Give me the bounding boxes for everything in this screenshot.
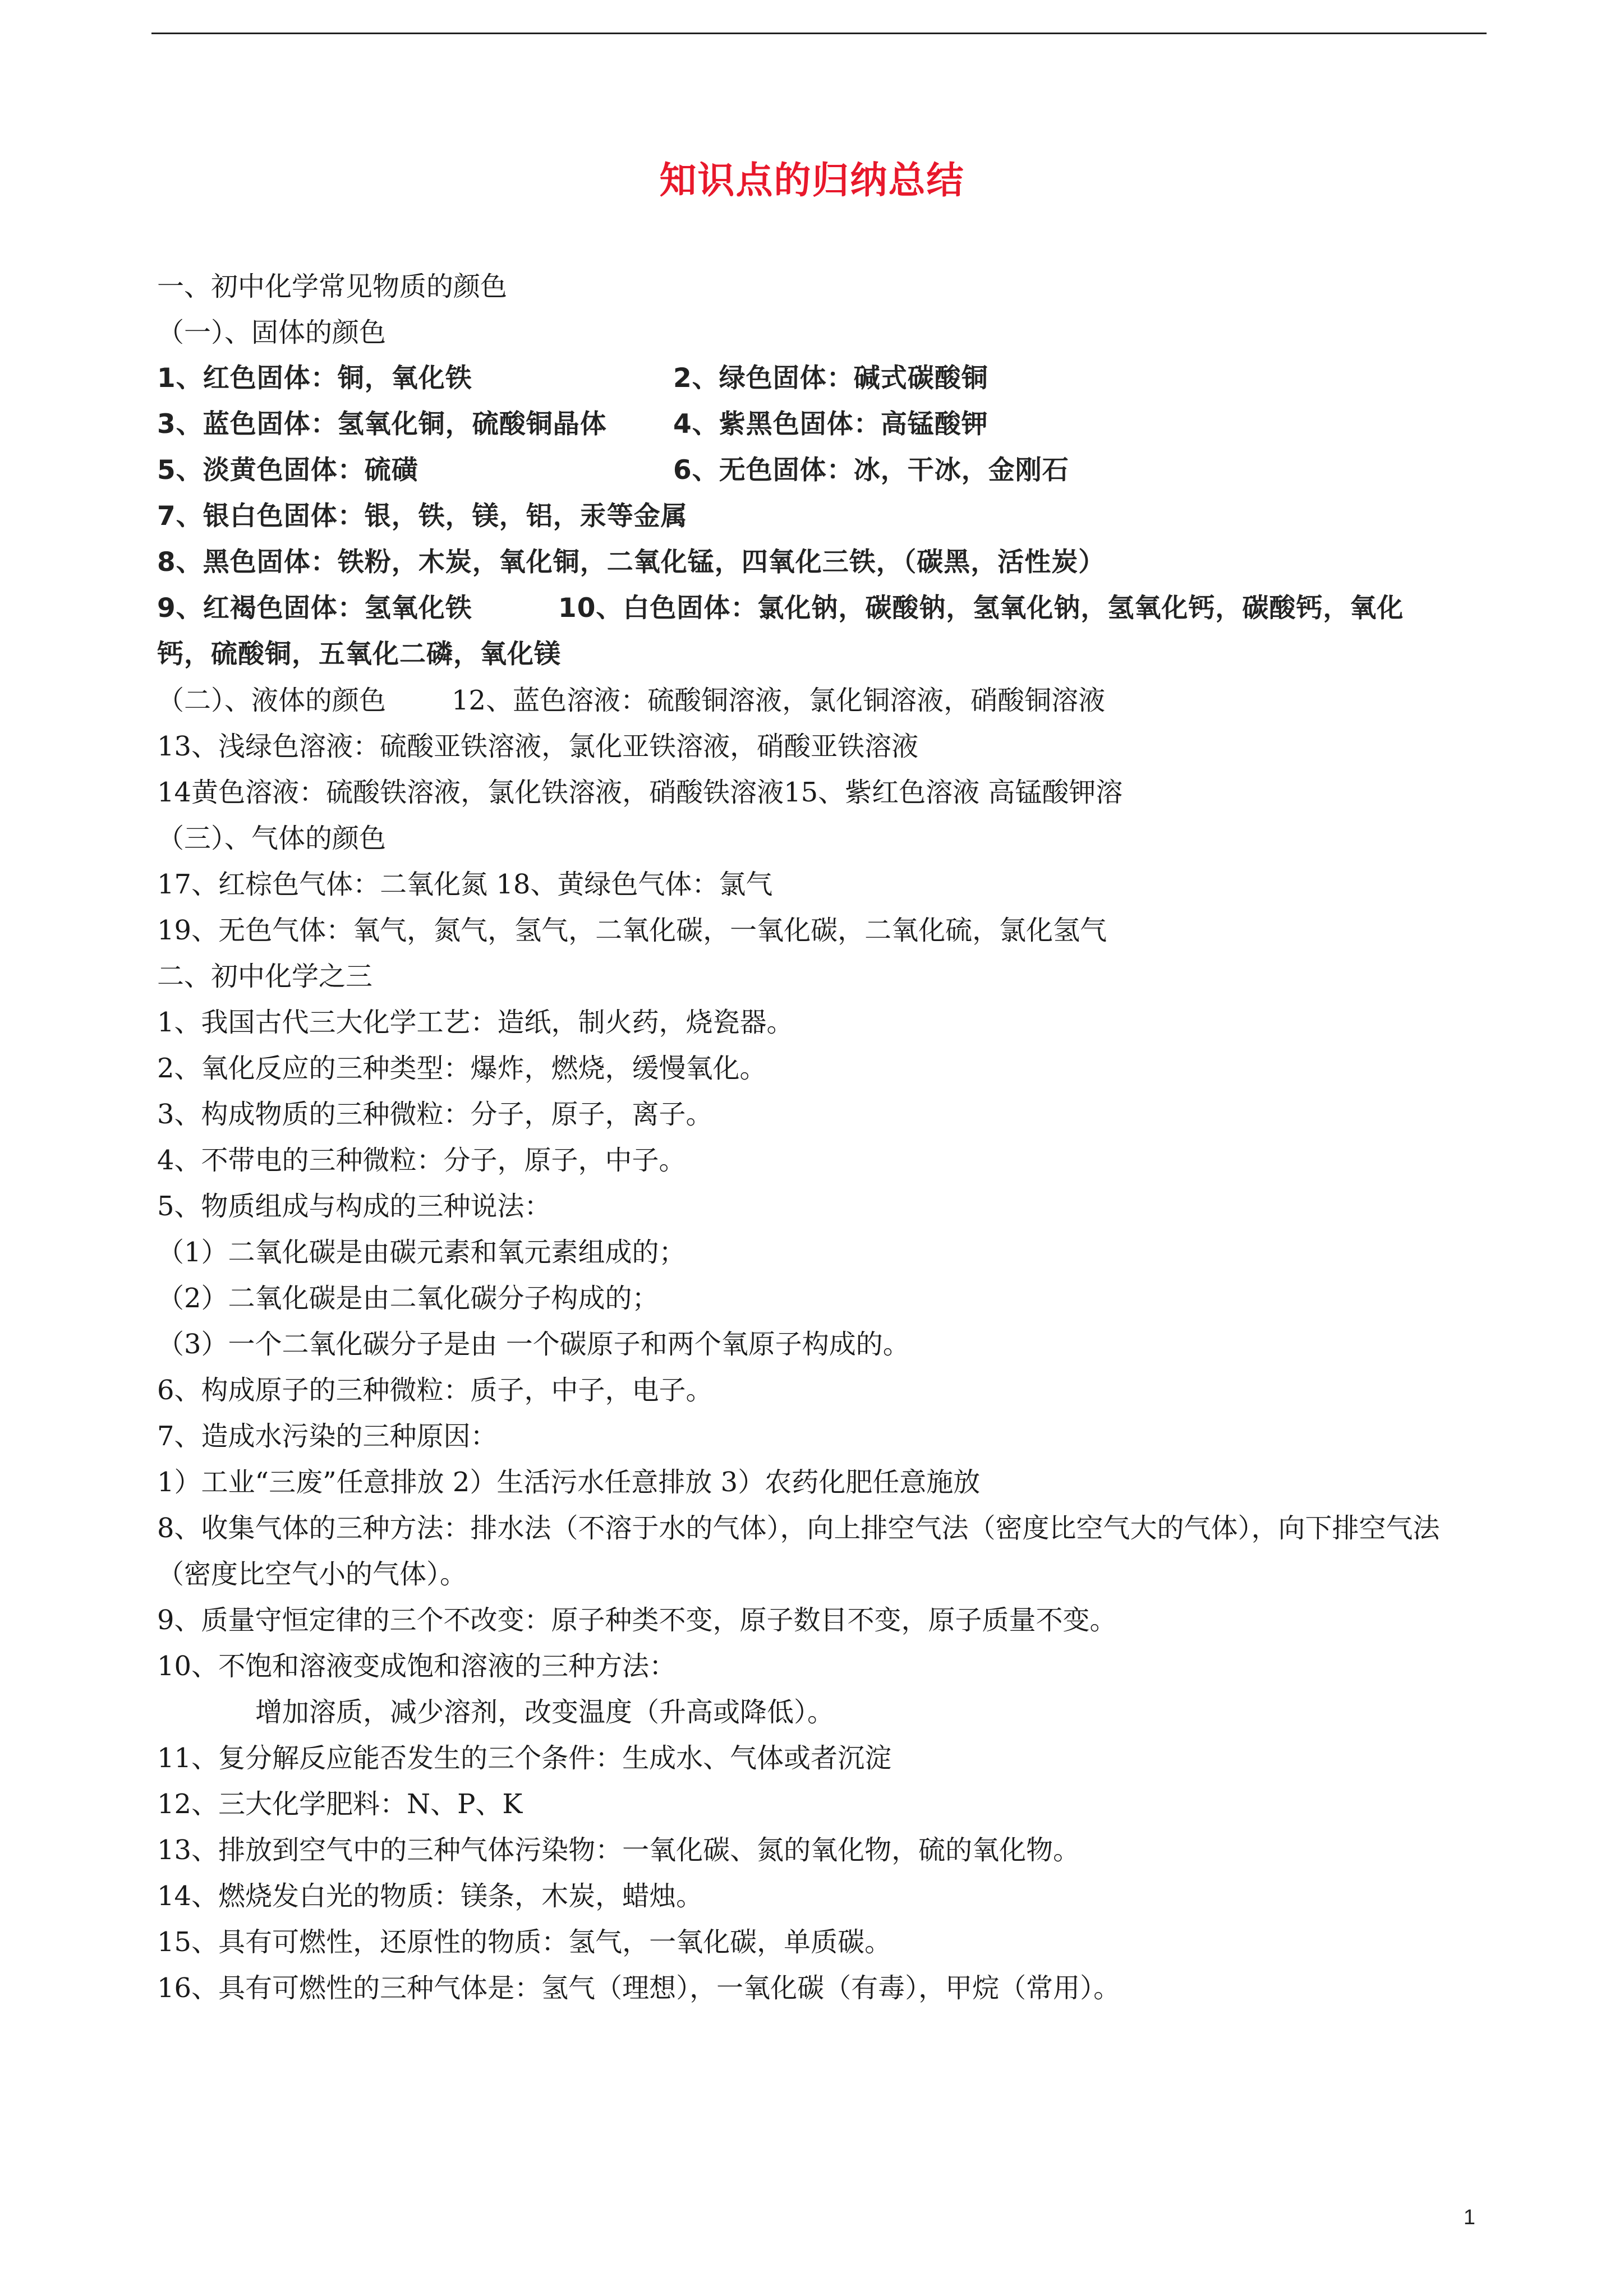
document-body: [157, 264, 1481, 2011]
page-number: 1: [1463, 2206, 1475, 2229]
liquid-item-12: 12、蓝色溶液：硫酸铜溶液，氯化铜溶液，硝酸铜溶液: [452, 685, 1106, 716]
list-item: 9、质量守恒定律的三个不改变：原子种类不变，原子数目不变，原子质量不变。: [157, 1605, 1117, 1636]
solid-item-5: 5、淡黄色固体：硫磺: [157, 455, 418, 486]
solid-item-10-continued: 钙，硫酸铜，五氧化二磷，氧化镁: [157, 639, 561, 670]
list-item: 13、排放到空气中的三种气体污染物：一氧化碳、氮的氧化物，硫的氧化物。: [157, 1834, 1080, 1866]
list-item: 8、收集气体的三种方法：排水法（不溶于水的气体），向上排空气法（密度比空气大的气体），向下排空气法（密度比空气小的气体）。: [157, 1513, 1440, 1590]
gas-item-19: 19、无色气体：氧气，氮气，氢气，二氧化碳，一氧化碳，二氧化硫，氯化氢气: [157, 915, 1107, 946]
subheading-gases: （三）、气体的颜色: [157, 823, 387, 854]
solid-item-9: 9、红褐色固体：氢氧化铁: [157, 593, 472, 624]
solid-item-7: 7、银白色固体：银，铁，镁，铝，汞等金属: [157, 501, 688, 532]
list-item: 6、构成原子的三种微粒：质子，中子，电子。: [157, 1375, 713, 1406]
list-subitem: （1）二氧化碳是由碳元素和氧元素组成的；: [157, 1237, 686, 1268]
list-subitem: 1）工业“三废”任意排放 2）生活污水任意排放 3）农药化肥任意施放: [157, 1467, 981, 1498]
solids-row-9: [157, 585, 1481, 631]
list-subitem: （3）一个二氧化碳分子是由 一个碳原子和两个氧原子构成的。: [157, 1329, 910, 1360]
solids-row-2: [157, 402, 1481, 448]
solid-item-1: 1、红色固体：铜，氧化铁: [157, 363, 472, 394]
gas-item-17: 17、红棕色气体：二氧化氮 18、黄绿色气体：氯气: [157, 869, 773, 900]
list-item: 4、不带电的三种微粒：分子，原子，中子。: [157, 1145, 686, 1176]
section-heading-colors: 一、初中化学常见物质的颜色: [157, 271, 508, 302]
list-item: 7、造成水污染的三种原因：: [157, 1421, 498, 1452]
list-subitem: 增加溶质，减少溶剂，改变温度（升高或降低）。: [255, 1696, 835, 1728]
list-subitem: （2）二氧化碳是由二氧化碳分子构成的；: [157, 1283, 659, 1314]
liquid-item-14: 14黄色溶液：硫酸铁溶液，氯化铁溶液，硝酸铁溶液15、紫红色溶液 高锰酸钾溶: [157, 777, 1123, 808]
subheading-solids: （一）、固体的颜色: [157, 317, 387, 348]
liquid-item-13: 13、浅绿色溶液：硫酸亚铁溶液，氯化亚铁溶液，硝酸亚铁溶液: [157, 731, 919, 762]
list-item: 16、具有可燃性的三种气体是：氢气（理想），一氧化碳（有毒），甲烷（常用）。: [157, 1972, 1121, 2004]
list-item: 11、复分解反应能否发生的三个条件：生成水、气体或者沉淀: [157, 1742, 892, 1774]
section-heading-threes: 二、初中化学之三: [157, 961, 373, 992]
subheading-liquids: （二）、液体的颜色: [157, 685, 387, 716]
solid-item-6: 6、无色固体：冰，干冰，金刚石: [673, 455, 1069, 486]
solid-item-3: 3、蓝色固体：氢氧化铜，硫酸铜晶体: [157, 409, 607, 440]
page-title: 知识点的归纳总结: [659, 158, 965, 202]
list-item: 12、三大化学肥料：N、P、K: [157, 1788, 523, 1820]
header-rule: [151, 33, 1487, 34]
list-item: 1、我国古代三大化学工艺：造纸，制火药，烧瓷器。: [157, 1007, 794, 1038]
solids-row-1: [157, 356, 1481, 402]
solid-item-8: 8、黑色固体：铁粉，木炭，氧化铜，二氧化锰，四氧化三铁，（碳黑，活性炭）: [157, 547, 1106, 578]
solid-item-10: 10、白色固体：氯化钠，碳酸钠，氢氧化钠，氢氧化钙，碳酸钙，氧化: [558, 593, 1404, 624]
list-item: 15、具有可燃性，还原性的物质：氢气，一氧化碳，单质碳。: [157, 1926, 892, 1958]
list-item: 3、构成物质的三种微粒：分子，原子，离子。: [157, 1099, 713, 1130]
liquids-row-12: [157, 677, 1481, 723]
list-item: 14、燃烧发白光的物质：镁条，木炭，蜡烛。: [157, 1880, 703, 1912]
list-item: 5、物质组成与构成的三种说法：: [157, 1191, 551, 1222]
solid-item-4: 4、紫黑色固体：高锰酸钾: [673, 409, 988, 440]
list-item: 10、不饱和溶液变成饱和溶液的三种方法：: [157, 1650, 677, 1682]
list-item: 2、氧化反应的三种类型：爆炸，燃烧，缓慢氧化。: [157, 1053, 767, 1084]
solids-row-3: [157, 448, 1481, 494]
solid-item-2: 2、绿色固体：碱式碳酸铜: [673, 363, 988, 394]
